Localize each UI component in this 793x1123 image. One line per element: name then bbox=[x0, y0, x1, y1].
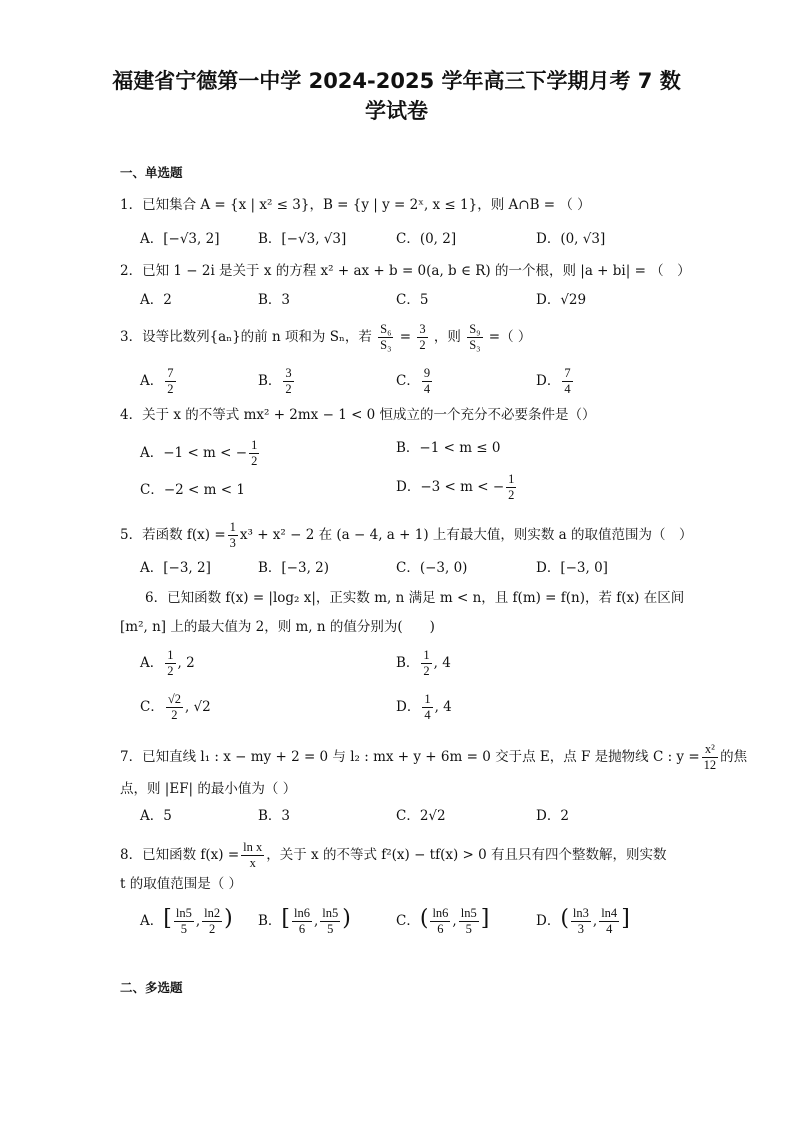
fraction-denominator: 2 bbox=[208, 922, 216, 936]
interval-open: ( bbox=[419, 906, 429, 931]
interval-close: ) bbox=[342, 906, 351, 931]
fraction-denominator: 2 bbox=[171, 708, 178, 722]
question-6-option-a bbox=[140, 648, 195, 679]
fraction-numerator: ln5 bbox=[175, 906, 192, 920]
fraction-s9-over-s3 bbox=[467, 322, 482, 353]
question-5-option-b: B．[−3, 2) bbox=[258, 560, 330, 576]
question-4-option-a bbox=[140, 438, 261, 469]
option-text: , 2 bbox=[177, 655, 195, 671]
fraction-numerator: 1 bbox=[423, 648, 430, 662]
question-5-stem-suffix: x³ + x² − 2 在 (a − 4, a + 1) 上有最大值，则实数 a 的取值范围为（ ） bbox=[239, 527, 693, 543]
fraction-numerator: ln6 bbox=[294, 906, 310, 920]
fraction-denominator: 2 bbox=[167, 382, 174, 396]
fraction-denominator: 3 bbox=[577, 922, 585, 936]
question-1-option-d: D．(0, √3] bbox=[536, 231, 606, 247]
question-1-option-a: A．[−√3, 2] bbox=[140, 231, 220, 247]
option-fraction bbox=[422, 692, 432, 723]
interval-open: ( bbox=[560, 906, 569, 931]
fraction-denominator: 6 bbox=[298, 922, 306, 936]
option-label: D． bbox=[536, 373, 561, 389]
question-8-option-b: B．[ $\frac{\ln 6}{6}$ , $\frac{\ln 5}{5}$ ) bbox=[258, 906, 351, 936]
option-text: D．−3 < m < − bbox=[396, 479, 505, 495]
option-fraction bbox=[422, 366, 432, 397]
question-2-option-c: C．5 bbox=[396, 292, 429, 308]
question-5-stem-prefix: 5．若函数 f(x) = bbox=[120, 527, 226, 543]
option-fraction bbox=[165, 366, 175, 397]
interval-close: ] bbox=[621, 906, 630, 931]
fraction-numerator: 1 bbox=[229, 520, 236, 534]
fraction-numerator: 1 bbox=[251, 438, 258, 452]
fraction-denominator: 4 bbox=[424, 708, 431, 722]
option-label: B． bbox=[396, 655, 420, 671]
fraction-denominator: 4 bbox=[606, 922, 613, 936]
question-3-option-a bbox=[140, 366, 178, 397]
option-label: C． bbox=[396, 373, 420, 389]
question-4-option-b: B．−1 < m ≤ 0 bbox=[396, 440, 501, 456]
option-fraction bbox=[165, 648, 175, 679]
question-5-option-d: D．[−3, 0] bbox=[536, 560, 608, 576]
option-fraction bbox=[320, 906, 340, 937]
question-1-stem: 1．已知集合 A = {x | x² ≤ 3}，B = {y | y = 2ˣ, x ≤ 1}，则 A∩B = （ ） bbox=[120, 197, 591, 213]
fraction-numerator: ln5 bbox=[460, 906, 477, 920]
option-fraction bbox=[421, 648, 431, 679]
interval-open: [ bbox=[163, 906, 172, 931]
fraction-numerator: ln5 bbox=[322, 906, 339, 920]
question-6-option-c bbox=[140, 692, 211, 723]
option-fraction bbox=[249, 438, 259, 469]
fraction-numerator: x² bbox=[702, 742, 719, 758]
fraction-denominator: 5 bbox=[327, 922, 334, 936]
fraction-numerator: √2 bbox=[167, 692, 181, 706]
fraction-denominator: S₃ bbox=[380, 338, 392, 352]
question-7-option-c: C．2√2 bbox=[396, 808, 446, 824]
question-7-stem-suffix: 的焦 bbox=[720, 749, 748, 765]
fraction-denominator: 2 bbox=[419, 338, 426, 352]
question-3-option-b bbox=[258, 366, 296, 397]
interval-open: [ bbox=[281, 906, 291, 931]
interval-close: ) bbox=[224, 906, 233, 931]
question-6-stem-line-2: [m², n] 上的最大值为 2，则 m, n 的值分别为( ) bbox=[120, 619, 435, 635]
option-fraction bbox=[202, 906, 222, 937]
fraction-denominator: 2 bbox=[285, 382, 292, 396]
section-heading-single-choice: 一、单选题 bbox=[120, 165, 183, 180]
option-text: A．−1 < m < − bbox=[140, 445, 248, 461]
fraction-numerator: 1 bbox=[167, 648, 174, 662]
fraction-numerator: 1 bbox=[424, 692, 431, 706]
interval-close: ] bbox=[480, 906, 490, 931]
option-fraction bbox=[562, 366, 572, 397]
fraction-s6-over-s3 bbox=[378, 322, 393, 353]
fraction-1-over-3 bbox=[228, 520, 238, 551]
option-fraction bbox=[459, 906, 479, 937]
question-8-option-a: A．[ $\frac{\ln 5}{5}$ , $\frac{\ln 2}{2}$ ) bbox=[140, 906, 233, 936]
question-2-option-a: A．2 bbox=[140, 292, 172, 308]
question-1-option-b: B．[−√3, √3] bbox=[258, 231, 347, 247]
fraction-denominator: 2 bbox=[508, 488, 515, 502]
option-label: C． bbox=[140, 699, 164, 715]
option-fraction bbox=[430, 906, 450, 937]
fraction-3-over-2 bbox=[417, 322, 427, 353]
option-fraction bbox=[174, 906, 194, 937]
question-3-stem-prefix: 3．设等比数列{aₙ}的前 n 项和为 Sₙ，若 bbox=[120, 329, 372, 345]
option-label: A． bbox=[140, 913, 164, 929]
option-label: D． bbox=[536, 913, 561, 929]
fraction-denominator: 3 bbox=[229, 536, 236, 550]
question-8-stem-line-2: t 的取值范围是（ ） bbox=[120, 876, 243, 892]
exam-title-line-2: 学试卷 bbox=[365, 99, 428, 123]
option-text: , √2 bbox=[184, 699, 211, 715]
question-5-option-c: C．(−3, 0) bbox=[396, 560, 468, 576]
exam-title-line-1: 福建省宁德第一中学 2024-2025 学年高三下学期月考 7 数 bbox=[112, 69, 681, 93]
question-4-option-c: C．−2 < m < 1 bbox=[140, 482, 245, 498]
fraction-numerator: ln x bbox=[243, 840, 263, 854]
question-5-option-a: A．[−3, 2] bbox=[140, 560, 211, 576]
question-3-stem-suffix: =（ ） bbox=[488, 329, 532, 345]
question-5-stem bbox=[120, 520, 693, 551]
question-2-option-b: B．3 bbox=[258, 292, 291, 308]
fraction-denominator: 12 bbox=[703, 758, 717, 772]
question-3-stem bbox=[120, 322, 531, 353]
fraction-numerator: ln4 bbox=[601, 906, 618, 920]
fraction-denominator: 2 bbox=[167, 664, 174, 678]
question-8-option-c: C．( $\frac{\ln 6}{6}$ , $\frac{\ln 5}{5}$ ] bbox=[396, 906, 490, 936]
question-7-stem-line-1 bbox=[120, 742, 747, 773]
fraction-numerator: 9 bbox=[423, 366, 431, 380]
fraction-numerator: 7 bbox=[564, 366, 571, 380]
option-label: D． bbox=[396, 699, 421, 715]
option-label: B． bbox=[258, 913, 282, 929]
option-fraction bbox=[292, 906, 312, 937]
question-7-option-a: A．5 bbox=[140, 808, 172, 824]
question-3-option-c bbox=[396, 366, 434, 397]
fraction-denominator: 2 bbox=[251, 454, 258, 468]
option-label: A． bbox=[140, 655, 164, 671]
fraction-numerator: ln2 bbox=[204, 906, 221, 920]
question-3-stem-mid: ，则 bbox=[433, 329, 461, 345]
option-fraction bbox=[571, 906, 591, 937]
question-7-option-b: B．3 bbox=[258, 808, 291, 824]
fraction-denominator: 5 bbox=[180, 922, 187, 936]
option-label: B． bbox=[258, 373, 282, 389]
fraction-numerator: 3 bbox=[285, 366, 292, 380]
option-fraction bbox=[599, 906, 619, 937]
option-label: C． bbox=[396, 913, 420, 929]
question-1-option-c: C．(0, 2] bbox=[396, 231, 457, 247]
question-6-option-b bbox=[396, 648, 451, 679]
option-fraction bbox=[283, 366, 293, 397]
question-2-stem: 2．已知 1 − 2i 是关于 x 的方程 x² + ax + b = 0(a, b ∈ R) 的一个根，则 |a + bi| = （ ） bbox=[120, 263, 691, 279]
option-text: , 4 bbox=[433, 655, 451, 671]
question-7-stem-prefix: 7．已知直线 l₁ : x − my + 2 = 0 与 l₂ : mx + y + 6m = 0 交于点 E，点 F 是抛物线 C : y = bbox=[120, 749, 700, 765]
question-8-option-d: D．( $\frac{\ln 3}{3}$ , $\frac{\ln 4}{4}$ ] bbox=[536, 906, 630, 936]
question-7-option-d: D．2 bbox=[536, 808, 569, 824]
question-8-stem-line-1 bbox=[120, 840, 667, 871]
fraction-denominator: S₃ bbox=[469, 338, 481, 352]
fraction-numerator: S₉ bbox=[469, 322, 481, 336]
option-fraction bbox=[506, 472, 516, 503]
fraction-denominator: 5 bbox=[465, 922, 472, 936]
question-7-stem-line-2: 点，则 |EF| 的最小值为（ ） bbox=[120, 781, 297, 797]
fraction-denominator: 2 bbox=[423, 664, 430, 678]
question-2-option-d: D．√29 bbox=[536, 292, 587, 308]
question-8-stem-suffix: ，关于 x 的不等式 f²(x) − tf(x) > 0 有且只有四个整数解，则实数 bbox=[266, 847, 667, 863]
fraction-numerator: 1 bbox=[508, 472, 515, 486]
question-6-stem-line-1: 6．已知函数 f(x) = |log₂ x|，正实数 m, n 满足 m < n，且 f(m) = f(n)，若 f(x) 在区间 bbox=[145, 590, 685, 606]
option-text: , 4 bbox=[434, 699, 452, 715]
fraction-numerator: 3 bbox=[419, 322, 426, 336]
fraction-numerator: S₆ bbox=[380, 322, 392, 336]
equals-sign: = bbox=[399, 329, 412, 345]
option-fraction bbox=[166, 692, 183, 723]
fraction-lnx-over-x bbox=[241, 840, 264, 871]
question-3-option-d bbox=[536, 366, 575, 397]
fraction-x2-over-12 bbox=[702, 742, 719, 773]
fraction-denominator: 4 bbox=[423, 382, 431, 396]
question-6-option-d bbox=[396, 692, 452, 723]
question-4-stem: 4．关于 x 的不等式 mx² + 2mx − 1 < 0 恒成立的一个充分不必要条件是（） bbox=[120, 407, 596, 423]
fraction-denominator: 6 bbox=[437, 922, 444, 936]
fraction-numerator: 7 bbox=[167, 366, 174, 380]
fraction-denominator: x bbox=[249, 856, 256, 870]
option-label: A． bbox=[140, 373, 164, 389]
question-8-stem-prefix: 8．已知函数 f(x) = bbox=[120, 847, 240, 863]
section-heading-multi-choice: 二、多选题 bbox=[120, 980, 183, 995]
fraction-numerator: ln6 bbox=[432, 906, 449, 920]
question-4-option-d bbox=[396, 472, 518, 503]
fraction-denominator: 4 bbox=[564, 382, 571, 396]
fraction-numerator: ln3 bbox=[572, 906, 589, 920]
